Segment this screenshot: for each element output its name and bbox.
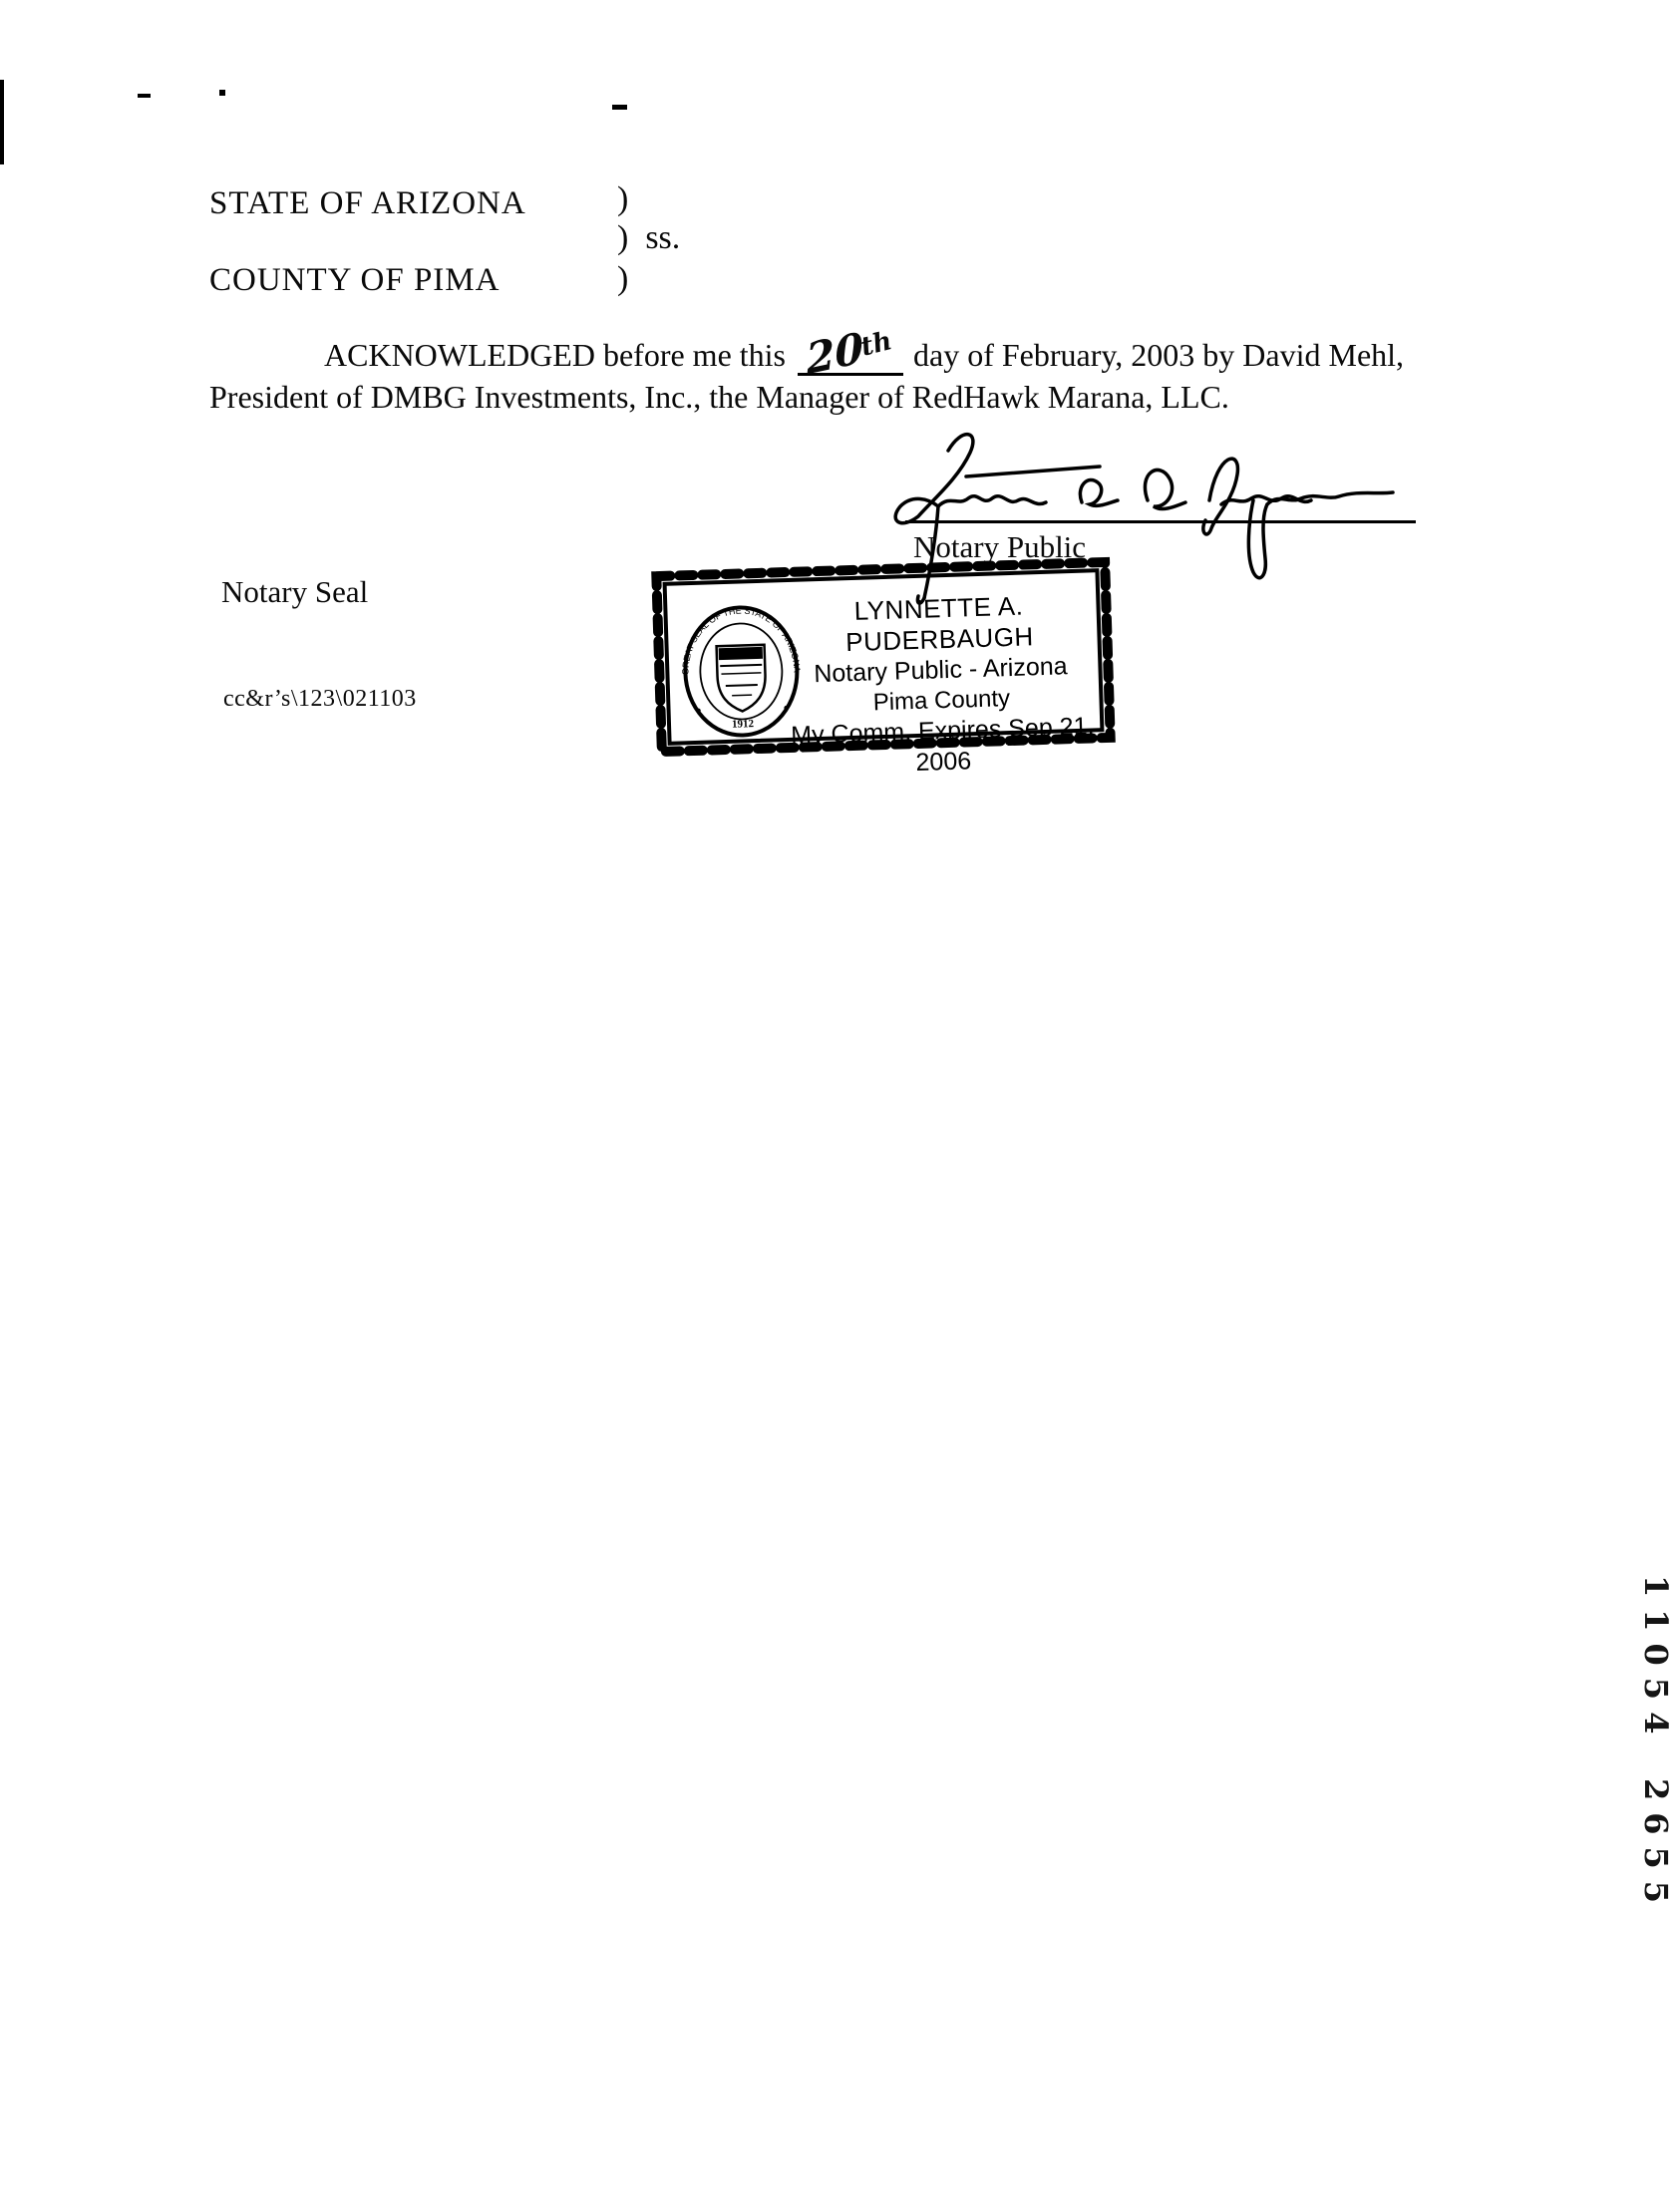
notary-signature: [870, 409, 1409, 608]
scan-artifact-dot: [219, 90, 225, 96]
acknowledgment-text-before-day: ACKNOWLEDGED before me this: [324, 337, 786, 373]
scan-artifact-left-edge-line: [0, 80, 4, 164]
jurat-state-line: STATE OF ARIZONA: [209, 185, 526, 221]
acknowledgment-line1: [209, 322, 1405, 385]
acknowledgment-paragraph: [209, 322, 1405, 417]
jurat-paren-county: ): [617, 260, 629, 297]
acknowledgment-text-after-day: day of February, 2003 by David Mehl,: [913, 337, 1405, 373]
seal-year: 1912: [731, 718, 755, 731]
file-reference: cc&r’s\123\021103: [223, 686, 417, 712]
notary-seal-label: Notary Seal: [221, 574, 369, 609]
margin-number-group-1: 11054: [1637, 1575, 1675, 1746]
margin-number-group-2: 2655: [1637, 1778, 1675, 1916]
jurat-paren-state: ): [617, 180, 629, 217]
handwritten-day-suffix: th: [857, 326, 895, 363]
stamp-county: Pima County: [872, 685, 1011, 717]
handwritten-day-field: [798, 322, 903, 385]
jurat-ss-line: ) ss.: [617, 219, 681, 256]
stamp-commission-expiry: My Comm. Expires Sep 21, 2006: [790, 712, 1095, 778]
stamp-notary-title: Notary Public - Arizona: [813, 652, 1068, 689]
handwritten-day-number: 20: [805, 322, 865, 385]
acknowledgment-line2: President of DMBG Investments, Inc., the Manager of RedHawk Marana, LLC.: [209, 379, 1229, 415]
signature-caption: Notary Public: [913, 529, 1087, 564]
scan-artifact-dash: [612, 105, 627, 110]
scan-artifact-dash: [138, 94, 151, 98]
stamp-text-block: [784, 588, 1099, 783]
stamp-notary-name: LYNNETTE A. PUDERBAUGH: [844, 590, 1035, 658]
jurat-county-line: COUNTY OF PIMA: [209, 262, 501, 298]
seal-ring-text: GREAT SEAL OF THE STATE OF ARIZONA: [680, 605, 803, 676]
